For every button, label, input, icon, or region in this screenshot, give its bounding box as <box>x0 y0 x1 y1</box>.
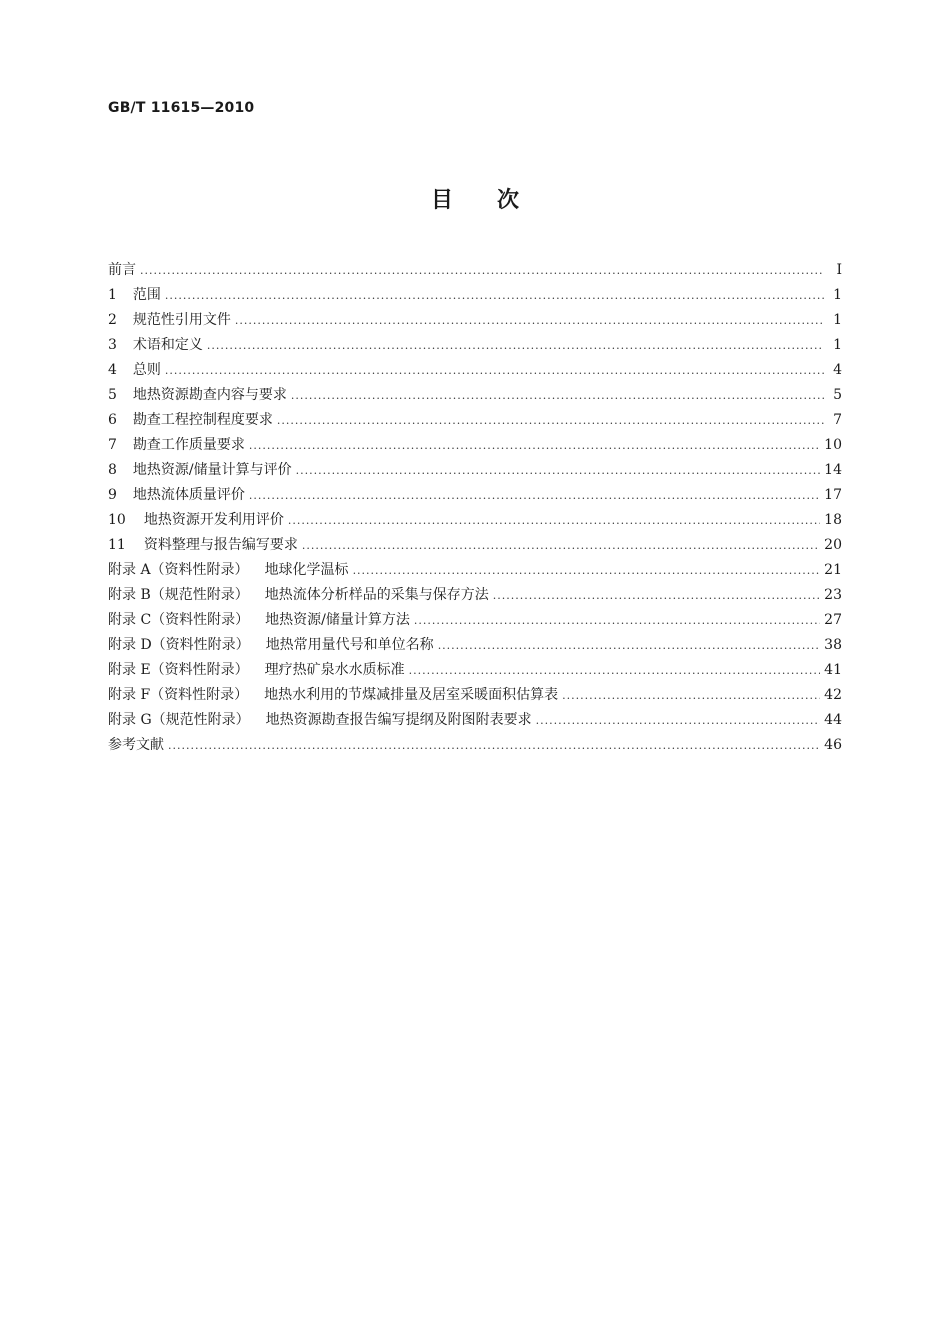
toc-entry-number: 附录 B（规范性附录） <box>108 587 249 603</box>
toc-entry-label: 参考文献 <box>108 737 164 753</box>
toc-entry[interactable] <box>108 334 842 359</box>
toc-entry-page: 38 <box>824 637 842 653</box>
toc-entry[interactable] <box>108 734 842 759</box>
toc-entry-label: 地热资源勘查内容与要求 <box>132 387 287 403</box>
toc-entry-number: 9 <box>108 487 117 503</box>
toc-dot-leader <box>493 589 820 602</box>
toc-entry[interactable] <box>108 284 842 309</box>
page-title <box>0 183 950 214</box>
title-part-2: 次 <box>497 188 520 213</box>
toc-entry-label: 范围 <box>132 287 161 303</box>
toc-dot-leader <box>249 489 820 502</box>
toc-dot-leader <box>168 739 820 752</box>
toc-entry[interactable] <box>108 484 842 509</box>
toc-entry-label: 地球化学温标 <box>264 562 349 578</box>
table-of-contents <box>108 259 842 759</box>
toc-entry[interactable] <box>108 559 842 584</box>
toc-dot-leader <box>296 464 821 477</box>
title-part-1: 目 <box>430 188 453 213</box>
toc-entry-page: 20 <box>824 537 842 553</box>
toc-entry[interactable] <box>108 359 842 384</box>
toc-entry-number: 附录 F（资料性附录） <box>108 687 249 703</box>
toc-entry-number: 1 <box>108 287 117 303</box>
toc-entry[interactable] <box>108 409 842 434</box>
toc-entry-label: 术语和定义 <box>132 337 203 353</box>
toc-entry-number: 3 <box>108 337 117 353</box>
toc-entry-page: 41 <box>824 662 842 678</box>
toc-entry[interactable] <box>108 309 842 334</box>
toc-entry-number: 附录 E（资料性附录） <box>108 662 249 678</box>
toc-entry-label: 资料整理与报告编写要求 <box>143 537 298 553</box>
toc-entry[interactable] <box>108 584 842 609</box>
toc-entry-page: 7 <box>833 412 842 428</box>
toc-entry-page: 1 <box>833 312 842 328</box>
toc-dot-leader <box>302 539 820 552</box>
toc-entry-page: 44 <box>824 712 842 728</box>
toc-entry[interactable] <box>108 684 842 709</box>
toc-entry-number: 附录 C（资料性附录） <box>108 612 250 628</box>
toc-dot-leader <box>288 514 820 527</box>
toc-dot-leader <box>235 314 824 327</box>
toc-entry-number: 2 <box>108 312 117 328</box>
toc-entry[interactable] <box>108 659 842 684</box>
toc-dot-leader <box>207 339 824 352</box>
toc-entry-number: 7 <box>108 437 117 453</box>
toc-entry-number: 11 <box>108 537 126 553</box>
toc-dot-leader <box>165 289 824 302</box>
toc-entry-number: 附录 A（资料性附录） <box>108 562 249 578</box>
toc-entry[interactable] <box>108 384 842 409</box>
toc-entry-page: 42 <box>824 687 842 703</box>
toc-entry-page: 27 <box>824 612 842 628</box>
standard-code: GB/T 11615—2010 <box>108 100 255 116</box>
toc-entry-number: 4 <box>108 362 117 378</box>
toc-entry-number: 10 <box>108 512 126 528</box>
toc-entry-label: 地热资源/储量计算方法 <box>265 612 410 628</box>
toc-entry-page: 23 <box>824 587 842 603</box>
toc-entry-page: 4 <box>833 362 842 378</box>
toc-entry-page: Ⅰ <box>836 262 842 278</box>
toc-entry-page: 1 <box>833 287 842 303</box>
toc-entry-page: 21 <box>824 562 842 578</box>
toc-entry-page: 10 <box>824 437 842 453</box>
toc-entry-label: 地热资源/储量计算与评价 <box>132 462 292 478</box>
toc-entry-page: 1 <box>833 337 842 353</box>
toc-entry-number: 6 <box>108 412 117 428</box>
toc-entry-number: 8 <box>108 462 117 478</box>
toc-entry-label: 前言 <box>108 262 136 278</box>
toc-entry[interactable] <box>108 434 842 459</box>
toc-entry-label: 地热流体质量评价 <box>132 487 245 503</box>
toc-entry[interactable] <box>108 259 842 284</box>
toc-dot-leader <box>438 639 820 652</box>
toc-dot-leader <box>536 714 821 727</box>
toc-dot-leader <box>414 614 820 627</box>
toc-entry-label: 地热水利用的节煤减排量及居室采暖面积估算表 <box>264 687 559 703</box>
toc-entry-label: 地热资源勘查报告编写提纲及附图附表要求 <box>265 712 532 728</box>
toc-entry-number: 附录 G（规范性附录） <box>108 712 250 728</box>
toc-dot-leader <box>562 689 820 702</box>
toc-dot-leader <box>165 364 824 377</box>
toc-entry-page: 18 <box>824 512 842 528</box>
toc-entry[interactable] <box>108 709 842 734</box>
toc-entry-label: 规范性引用文件 <box>132 312 231 328</box>
toc-entry[interactable] <box>108 509 842 534</box>
toc-entry[interactable] <box>108 634 842 659</box>
toc-entry-page: 46 <box>824 737 842 753</box>
toc-entry-label: 勘查工作质量要求 <box>132 437 245 453</box>
toc-entry-page: 14 <box>824 462 842 478</box>
toc-entry-number: 附录 D（资料性附录） <box>108 637 250 653</box>
toc-entry[interactable] <box>108 534 842 559</box>
toc-entry-label: 地热资源开发利用评价 <box>143 512 284 528</box>
toc-entry-label: 勘查工程控制程度要求 <box>132 412 273 428</box>
toc-entry-label: 总则 <box>132 362 161 378</box>
toc-dot-leader <box>353 564 821 577</box>
toc-dot-leader <box>140 264 824 277</box>
toc-entry-page: 17 <box>824 487 842 503</box>
toc-entry-number: 5 <box>108 387 117 403</box>
toc-entry-label: 地热流体分析样品的采集与保存方法 <box>264 587 489 603</box>
toc-entry[interactable] <box>108 459 842 484</box>
toc-dot-leader <box>277 414 824 427</box>
toc-entry-label: 地热常用量代号和单位名称 <box>265 637 434 653</box>
toc-entry-page: 5 <box>833 387 842 403</box>
toc-dot-leader <box>249 439 820 452</box>
toc-entry[interactable] <box>108 609 842 634</box>
toc-entry-label: 理疗热矿泉水水质标准 <box>264 662 405 678</box>
toc-dot-leader <box>291 389 824 402</box>
toc-dot-leader <box>409 664 821 677</box>
